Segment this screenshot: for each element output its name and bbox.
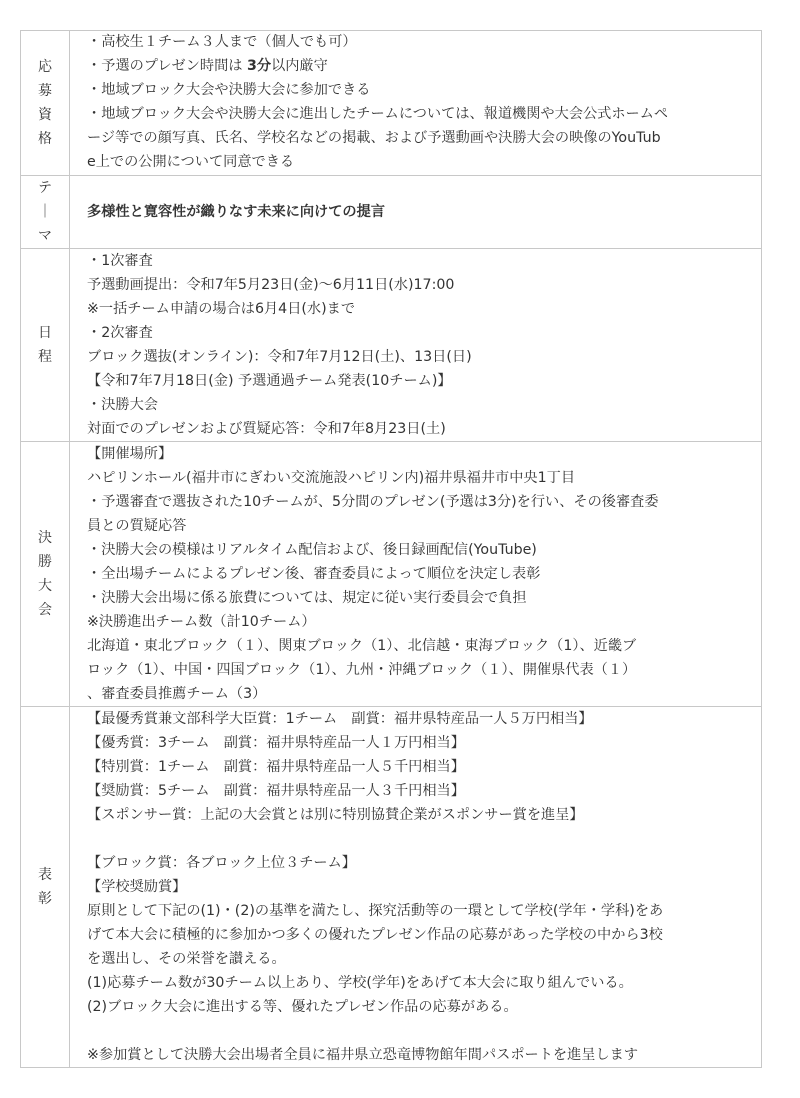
presentation-time-suffix: 以内厳守	[271, 58, 328, 74]
content-line: 【最優秀賞兼文部科学大臣賞：1チーム 副賞：福井県特産品一人５万円相当】	[87, 711, 593, 727]
content-line: (1)応募チーム数が30チーム以上あり、学校(学年)をあげて本大会に取り組んでいる。	[87, 975, 633, 991]
row-label-final	[21, 442, 70, 707]
content-line: ブロック選抜(オンライン)：令和7年7月12日(土)、13日(日)	[87, 349, 472, 365]
row-content-eligibility	[70, 31, 762, 176]
table-row-awards	[21, 707, 762, 1068]
content-line: ・全出場チームによるプレゼン後、審査委員によって順位を決定し表彰	[87, 566, 541, 582]
table-row-final	[21, 442, 762, 707]
label-char: 勝	[38, 554, 52, 570]
content-line: 【令和7年7月18日(金) 予選通過チーム発表(10チーム)】	[87, 373, 452, 389]
content-line: ・決勝大会出場に係る旅費については、規定に従い実行委員会で負担	[87, 590, 527, 606]
content-line: ロック（1）、中国・四国ブロック（1）、九州・沖縄ブロック（１）、開催県代表（１）	[87, 662, 637, 678]
label-char: 募	[38, 83, 52, 99]
content-line: ハピリンホール(福井市にぎわい交流施設ハピリン内)福井県福井市中央1丁目	[87, 470, 576, 486]
row-content-final	[70, 442, 762, 707]
content-line: ージ等での顔写真、氏名、学校名などの掲載、および予選動画や決勝大会の映像のYouTub	[87, 130, 661, 146]
row-content-awards	[70, 707, 762, 1068]
content-line: 【学校奨励賞】	[87, 879, 187, 895]
row-label-awards	[21, 707, 70, 1068]
label-char: 会	[38, 602, 52, 618]
content-line: 予選動画提出：令和7年5月23日(金)～6月11日(水)17:00	[87, 277, 455, 293]
content-line: ・決勝大会	[87, 397, 158, 413]
label-char: テ	[38, 180, 52, 196]
blank-line	[87, 827, 745, 851]
content-line: e上での公開について同意できる	[87, 154, 295, 170]
content-line: 【スポンサー賞：上記の大会賞とは別に特別協賛企業がスポンサー賞を進呈】	[87, 807, 584, 823]
content-line: ・2次審査	[87, 325, 153, 341]
presentation-time-limit: 3分	[247, 58, 272, 74]
row-label-schedule	[21, 249, 70, 442]
row-label-theme	[21, 176, 70, 249]
label-char: ｜	[38, 204, 52, 220]
table-row-eligibility	[21, 31, 762, 176]
content-line: 【特別賞：1チーム 副賞：福井県特産品一人５千円相当】	[87, 759, 465, 775]
content-line: 【開催場所】	[87, 446, 173, 462]
label-char: 大	[38, 578, 52, 594]
content-line: (2)ブロック大会に進出する等、優れたプレゼン作品の応募がある。	[87, 999, 518, 1015]
content-line: 【ブロック賞：各ブロック上位３チーム】	[87, 855, 356, 871]
content-line: 【優秀賞：3チーム 副賞：福井県特産品一人１万円相当】	[87, 735, 465, 751]
content-line: ※一括チーム申請の場合は6月4日(水)まで	[87, 301, 356, 317]
content-line: ・地域ブロック大会や決勝大会に進出したチームについては、報道機関や大会公式ホームペ	[87, 106, 669, 122]
label-char: 応	[38, 59, 52, 75]
content-line: ・高校生１チーム３人まで（個人でも可）	[87, 34, 357, 50]
label-char: 程	[38, 349, 52, 365]
content-line: を選出し、その栄誉を讃える。	[87, 951, 286, 967]
label-char: 表	[38, 867, 52, 883]
blank-line	[87, 1019, 745, 1043]
content-line: 、審査委員推薦チーム（3）	[87, 686, 267, 702]
content-line: 原則として下記の(1)・(2)の基準を満たし、探究活動等の一環として学校(学年・学科)をあ	[87, 903, 664, 919]
content-line: ・地域ブロック大会や決勝大会に参加できる	[87, 82, 371, 98]
content-line: ・予選審査で選抜された10チームが、5分間のプレゼン(予選は3分)を行い、その後審査委	[87, 494, 659, 510]
theme-title: 多様性と寛容性が織りなす未来に向けての提言	[87, 204, 385, 220]
row-label-eligibility	[21, 31, 70, 176]
content-line: 対面でのプレゼンおよび質疑応答：令和7年8月23日(土)	[87, 421, 446, 437]
content-line	[87, 54, 745, 78]
row-content-theme	[70, 176, 762, 249]
label-char: 決	[38, 530, 52, 546]
table-row-schedule	[21, 249, 762, 442]
content-line: げて本大会に積極的に参加かつ多くの優れたプレゼン作品の応募があった学校の中から3校	[87, 927, 663, 943]
content-line: 員との質疑応答	[87, 518, 187, 534]
label-char: 彰	[38, 891, 52, 907]
row-content-schedule	[70, 249, 762, 442]
presentation-time-text: ・予選のプレゼン時間は	[87, 58, 243, 74]
table-row-theme	[21, 176, 762, 249]
label-char: 資	[38, 107, 52, 123]
label-char: マ	[38, 228, 52, 244]
content-line: ・1次審査	[87, 253, 153, 269]
content-line: ※決勝進出チーム数（計10チーム）	[87, 614, 316, 630]
label-char: 格	[38, 131, 52, 147]
content-line: ※参加賞として決勝大会出場者全員に福井県立恐竜博物館年間パスポートを進呈します	[87, 1047, 639, 1063]
label-char: 日	[38, 325, 52, 341]
content-line: 北海道・東北ブロック（１）、関東ブロック（1）、北信越・東海ブロック（1）、近畿ブ	[87, 638, 637, 654]
competition-info-table	[20, 30, 762, 1068]
content-line: 【奨励賞：5チーム 副賞：福井県特産品一人３千円相当】	[87, 783, 465, 799]
content-line: ・決勝大会の模様はリアルタイム配信および、後日録画配信(YouTube)	[87, 542, 537, 558]
